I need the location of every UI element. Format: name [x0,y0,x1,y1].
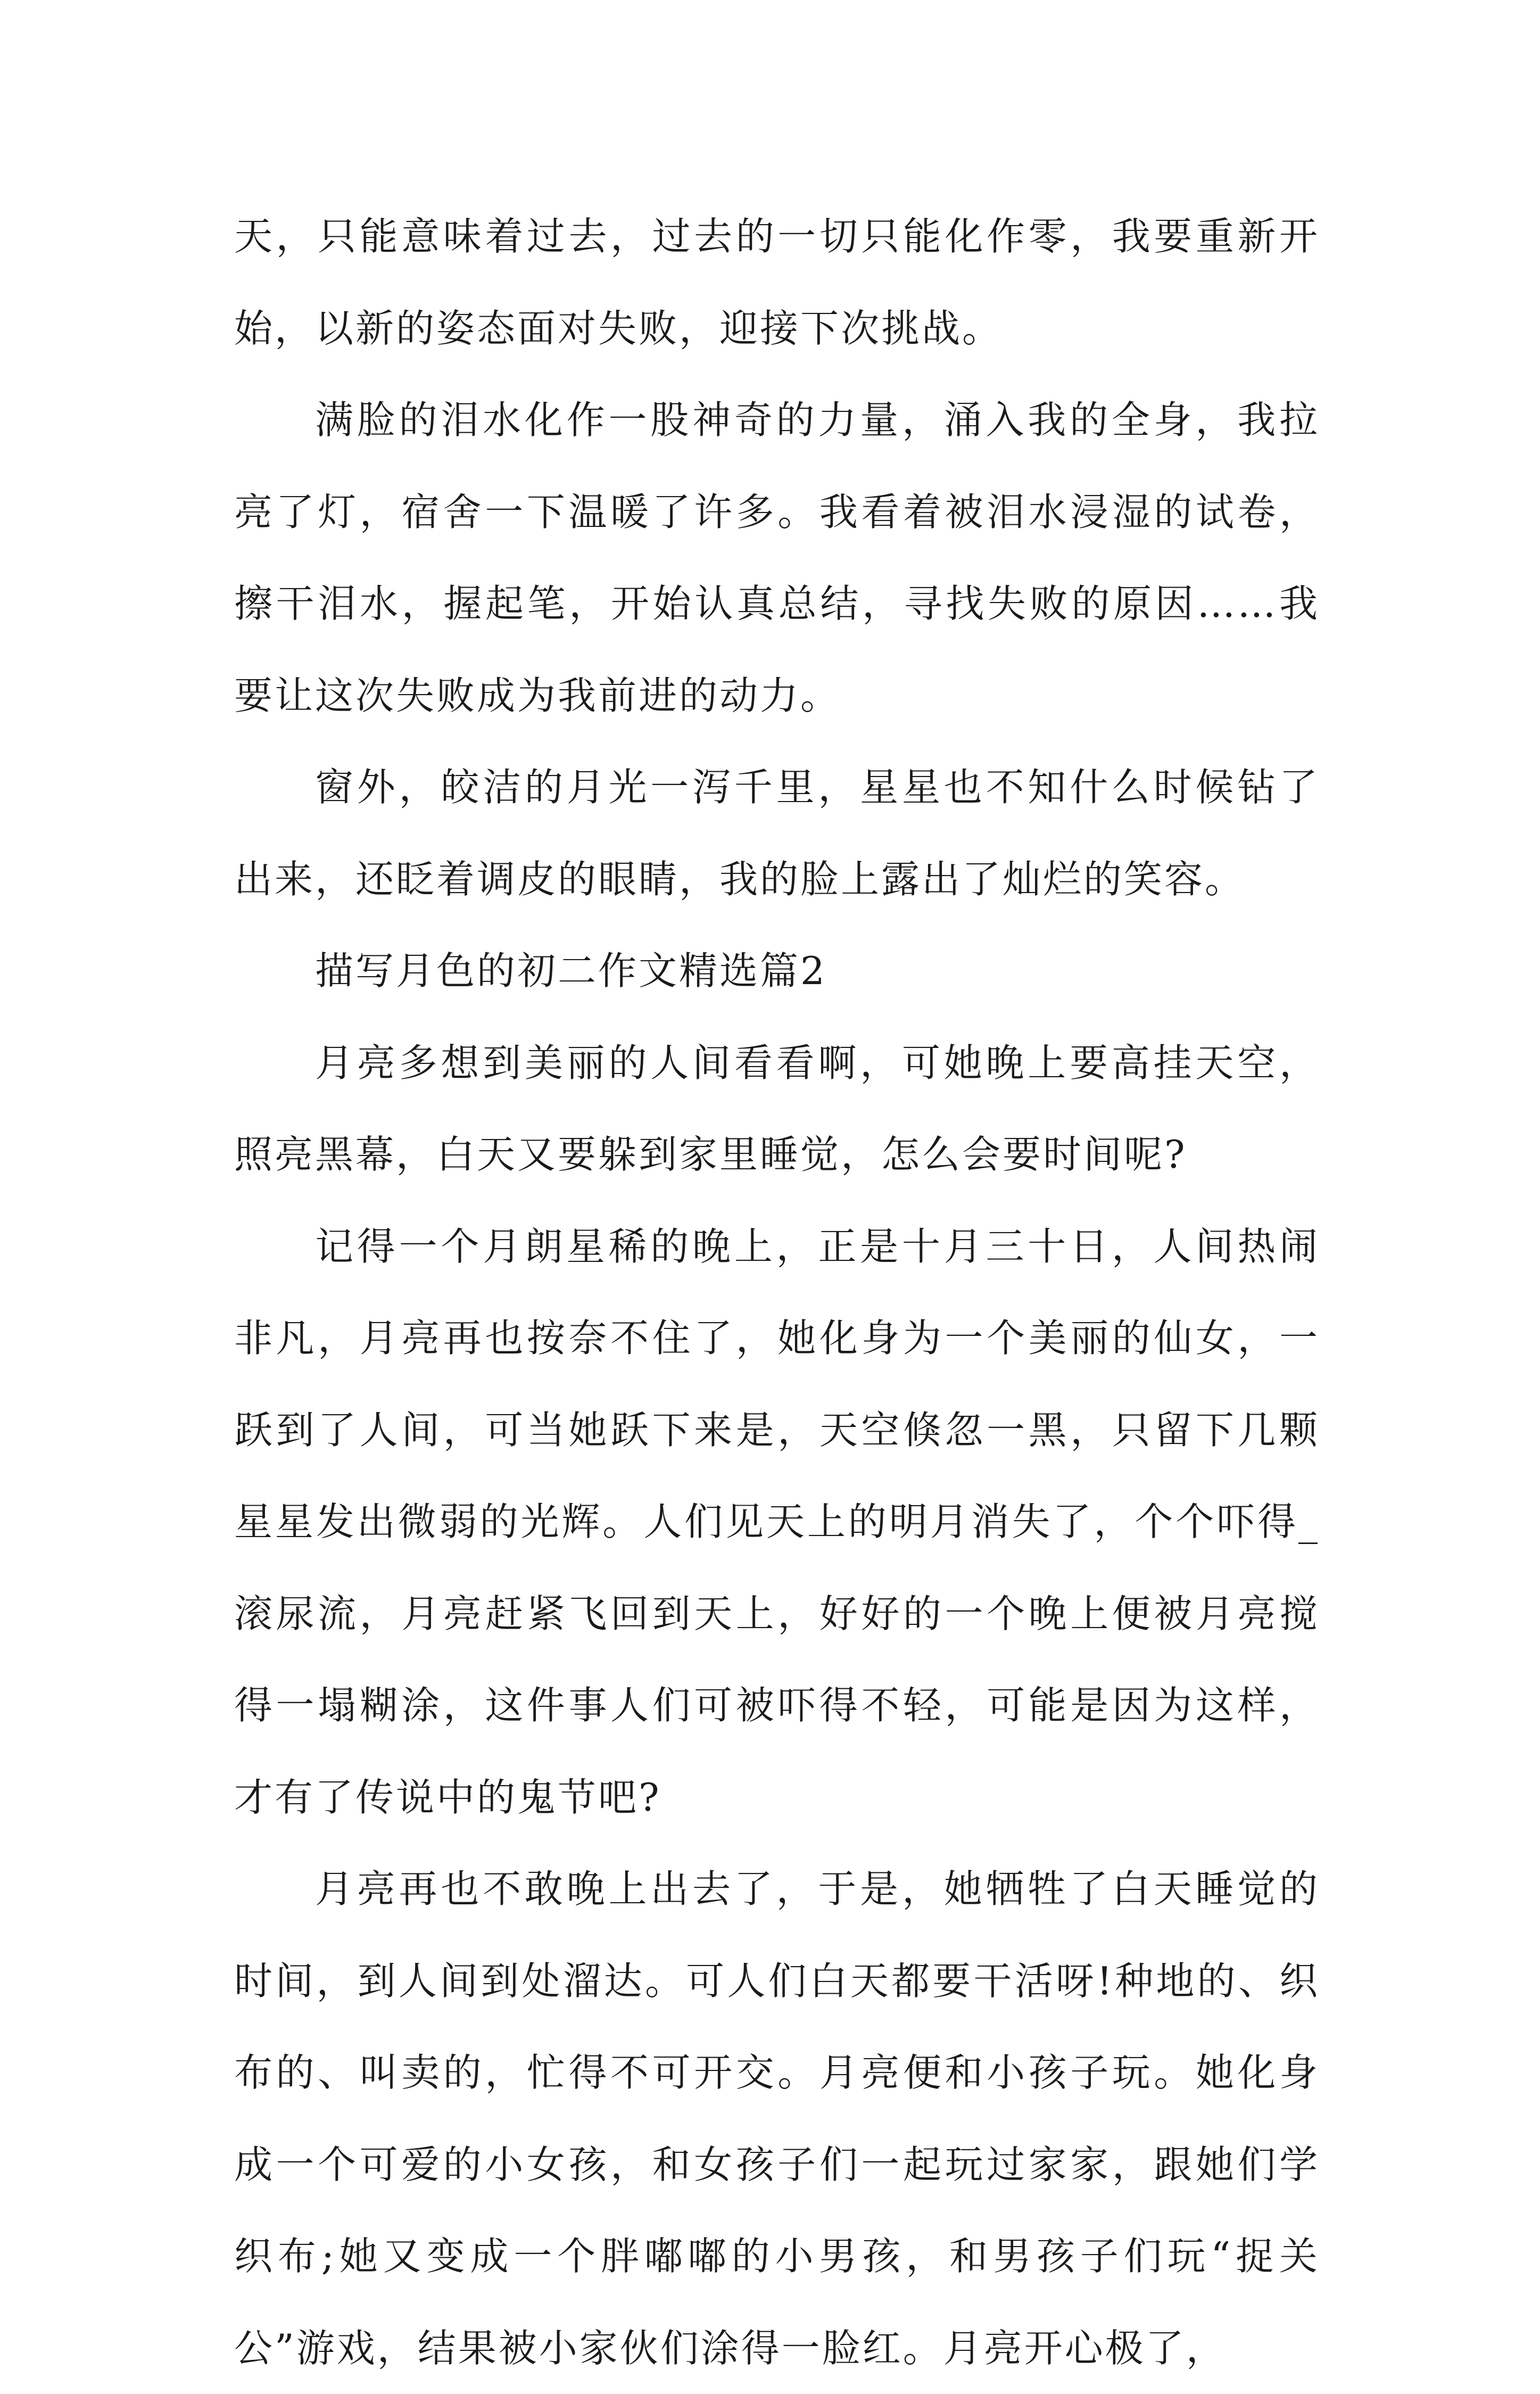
paragraph: 月亮多想到美丽的人间看看啊，可她晚上要高挂天空，照亮黑幕，白天又要躲到家里睡觉，怎么会要时间呢? [234,1040,1320,1177]
paragraph: 满脸的泪水化作一股神奇的力量，涌入我的全身，我拉亮了灯，宿舍一下温暖了许多。我看着被泪水浸湿的试卷，擦干泪水，握起笔，开始认真总结，寻找失败的原因……我要让这次失败成为我前进的动力。 [234,398,1320,718]
article-body [234,191,1320,2394]
paragraph: 记得一个月朗星稀的晚上，正是十月三十日，人间热闹非凡，月亮再也按奈不住了，她化身为一个美丽的仙女，一跃到了人间，可当她跃下来是，天空倏忽一黑，只留下几颗星星发出微弱的光辉。人们见天上的明月消失了，个个吓得_滚尿流，月亮赶紧飞回到天上，好好的一个晚上便被月亮搅得一塌糊涂，这件事人们可被吓得不轻，可能是因为这样，才有了传说中的鬼节吧? [234,1224,1320,1820]
paragraph: 窗外，皎洁的月光一泻千里，星星也不知什么时候钻了出来，还眨着调皮的眼睛，我的脸上露出了灿烂的笑容。 [234,765,1320,902]
paragraph-continuation: 天，只能意味着过去，过去的一切只能化作零，我要重新开始，以新的姿态面对失败，迎接下次挑战。 [234,214,1320,351]
section-heading: 描写月色的初二作文精选篇2 [315,948,827,993]
paragraph: 月亮再也不敢晚上出去了，于是，她牺牲了白天睡觉的时间，到人间到处溜达。可人们白天都要干活呀!种地的、织布的、叫卖的，忙得不可开交。月亮便和小孩子玩。她化身成一个可爱的小女孩，和女孩子们一起玩过家家，跟她们学织布;她又变成一个胖嘟嘟的小男孩，和男孩子们玩“捉关公”游戏，结果被小家伙们涂得一脸红。月亮开心极了， [234,1867,1320,2371]
